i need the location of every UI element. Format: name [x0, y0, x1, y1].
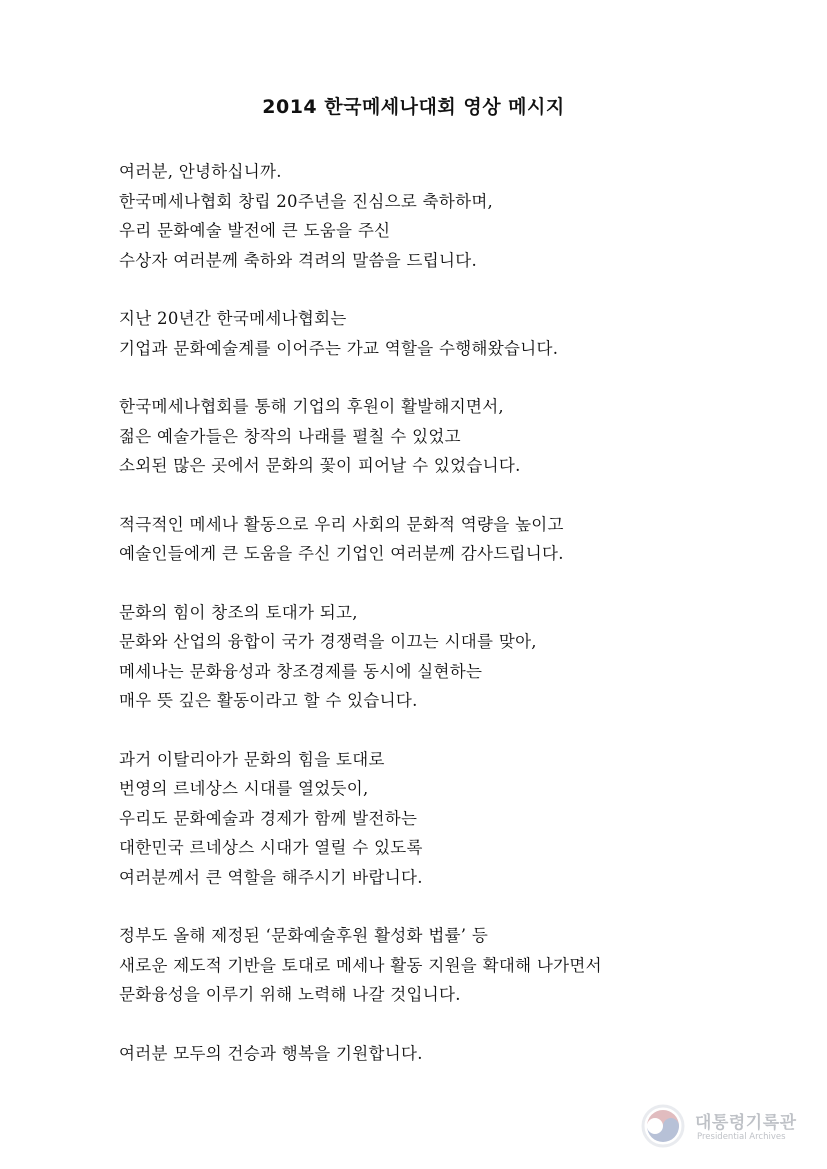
document-body	[119, 157, 759, 1097]
archive-watermark	[641, 1102, 801, 1152]
paragraph-thanks	[119, 510, 759, 569]
text-line: 문화의 힘이 창조의 토대가 되고,	[119, 602, 358, 622]
text-line: 우리도 문화예술과 경제가 함께 발전하는	[119, 808, 418, 828]
text-line: 여러분께서 큰 역할을 해주시기 바랍니다.	[119, 867, 423, 887]
text-line: 소외된 많은 곳에서 문화의 꽃이 피어날 수 있었습니다.	[119, 456, 521, 475]
text-line: 새로운 제도적 기반을 토대로 메세나 활동 지원을 확대해 나가면서	[119, 955, 602, 975]
text-line: 한국메세나협회 창립 20주년을 진심으로 축하하며,	[119, 191, 494, 211]
paragraph-greeting	[119, 157, 759, 275]
paragraph-history	[119, 304, 759, 363]
paragraph-renaissance	[119, 745, 759, 893]
text-line: 여러분 모두의 건승과 행복을 기원합니다.	[119, 1043, 423, 1063]
text-line: 매우 뜻 깊은 활동이라고 할 수 있습니다.	[119, 691, 418, 710]
text-line: 우리 문화예술 발전에 큰 도움을 주신	[119, 221, 391, 240]
text-line: 정부도 올해 제정된 ‘문화예술후원 활성화 법률’ 등	[119, 926, 489, 945]
text-line: 과거 이탈리아가 문화의 힘을 토대로	[119, 749, 385, 769]
archive-name-korean: 대통령기록관	[695, 1113, 797, 1133]
text-line: 지난 20년간 한국메세나협회는	[119, 309, 347, 328]
text-line: 기업과 문화예술계를 이어주는 가교 역할을 수행해왔습니다.	[119, 338, 559, 358]
text-line: 적극적인 메세나 활동으로 우리 사회의 문화적 역량을 높이고	[119, 514, 564, 534]
text-line: 한국메세나협회를 통해 기업의 후원이 활발해지면서,	[119, 397, 504, 416]
document-title: 2014 한국메세나대회 영상 메시지	[262, 96, 565, 118]
text-line: 문화융성을 이루기 위해 노력해 나갈 것입니다.	[119, 985, 461, 1004]
text-line: 대한민국 르네상스 시대가 열릴 수 있도록	[119, 838, 423, 857]
text-line: 여러분, 안녕하십니까.	[119, 162, 282, 181]
text-line: 문화와 산업의 융합이 국가 경쟁력을 이끄는 시대를 맞아,	[119, 632, 537, 651]
text-line: 젊은 예술가들은 창작의 나래를 펼칠 수 있었고	[119, 426, 461, 446]
text-line: 예술인들에게 큰 도움을 주신 기업인 여러분께 감사드립니다.	[119, 544, 564, 563]
paragraph-support	[119, 392, 759, 481]
paragraph-government	[119, 921, 759, 1010]
text-line: 메세나는 문화융성과 창조경제를 동시에 실현하는	[119, 661, 483, 681]
archive-name-english: Presidential Archives	[697, 1132, 786, 1142]
taegeuk-logo-icon	[641, 1104, 685, 1148]
paragraph-culture	[119, 598, 759, 716]
paragraph-closing	[119, 1039, 759, 1069]
text-line: 수상자 여러분께 축하와 격려의 말씀을 드립니다.	[119, 250, 478, 270]
text-line: 번영의 르네상스 시대를 열었듯이,	[119, 779, 369, 798]
